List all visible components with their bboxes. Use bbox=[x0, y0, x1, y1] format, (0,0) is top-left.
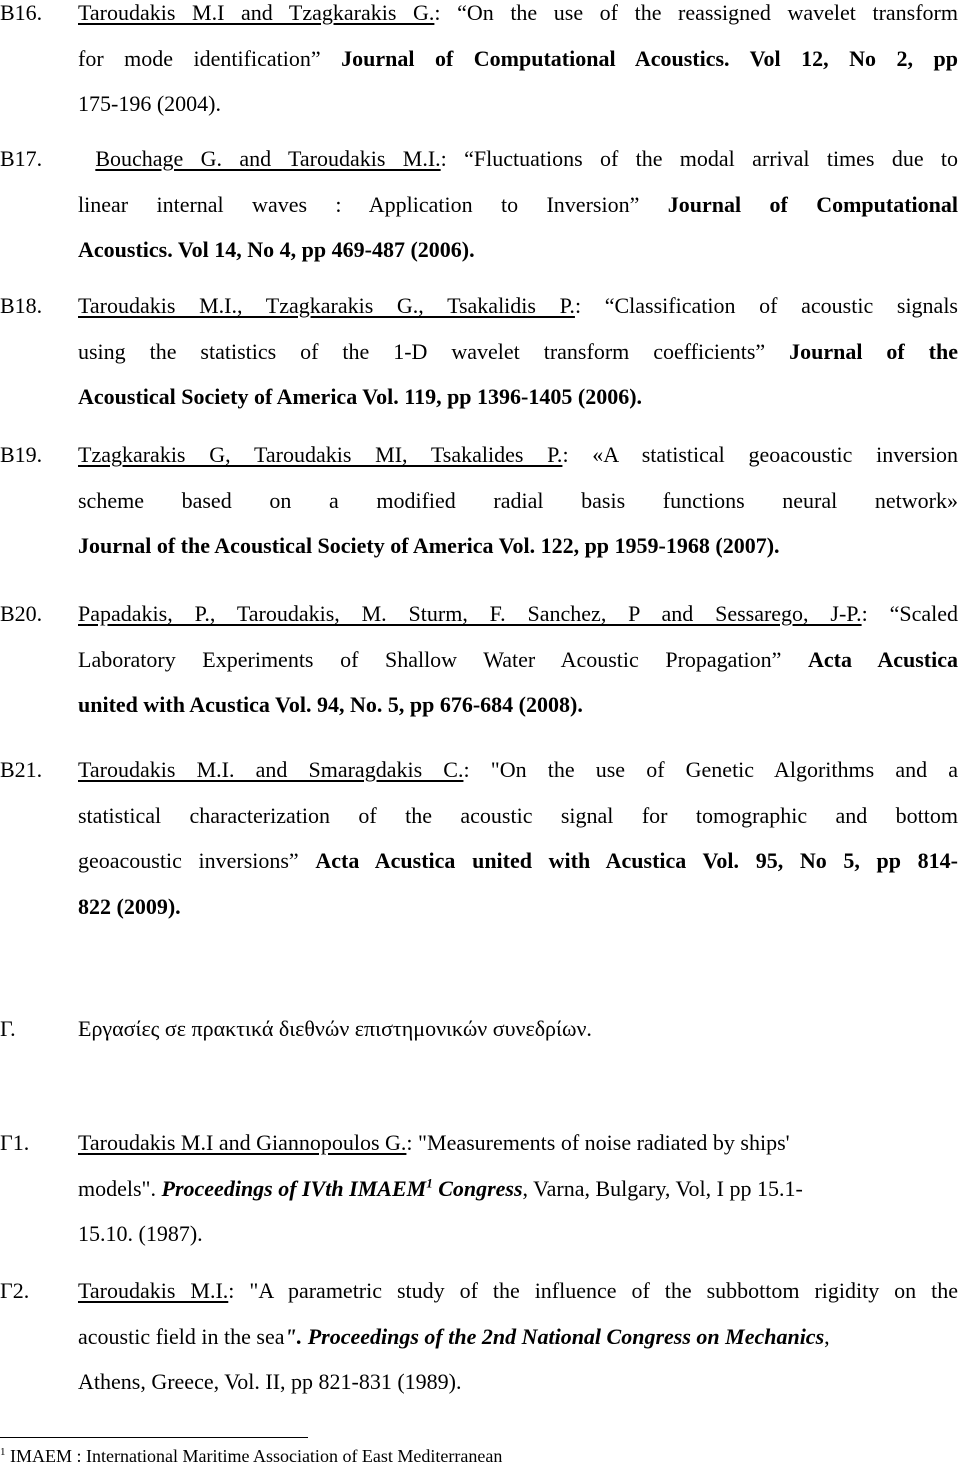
reference-authors: Bouchage G. and Taroudakis M.I. bbox=[95, 146, 441, 171]
reference-number: B17. bbox=[0, 146, 43, 171]
reference-authors: Taroudakis M.I. and Smaragdakis C. bbox=[78, 757, 464, 782]
footnote-divider bbox=[0, 1437, 308, 1438]
reference-number: B16. bbox=[0, 0, 43, 25]
section-number: Γ. bbox=[0, 1016, 16, 1041]
proceedings-name: ". Proceedings of the 2nd National Congress on Mechanics bbox=[284, 1323, 825, 1349]
reference-text: Taroudakis M.I.: "A parametric study of the influence of the subbottom rigidity on the acoustic field in the sea". Proceedings of the 2nd National Congress on Mechanics, Athens, Greece, Vol. II, pp 821-831 (1989). bbox=[78, 1278, 958, 1394]
journal-name: Journal of Computational bbox=[667, 191, 959, 217]
reference-number: B18. bbox=[0, 293, 43, 318]
reference-authors: Taroudakis M.I and Tzagkarakis G. bbox=[78, 0, 435, 25]
reference-text: Taroudakis M.I. and Smaragdakis C.: "On the use of Genetic Algorithms and a statistical characterization of the acoustic signal for tomographic and bottom geoacoustic inversions” Acta Acustica united with Acustica Vol. 95, No 5, pp 814- 822 (2009). bbox=[78, 757, 959, 919]
reference-authors: Taroudakis M.I and Giannopoulos G. bbox=[78, 1130, 407, 1155]
journal-name: Journal of the Acoustical Society of America Vol. 122, pp 1959-1968 (2007). bbox=[78, 533, 780, 558]
reference-number: B20. bbox=[0, 601, 43, 626]
footnote-marker: 1 bbox=[426, 1175, 433, 1191]
reference-authors: Tzagkarakis G, Taroudakis MI, Tsakalides P. bbox=[78, 442, 563, 467]
footnote-mark: 1 bbox=[0, 1446, 6, 1458]
reference-text: Papadakis, P., Taroudakis, M. Sturm, F. Sanchez, P and Sessarego, J-P.: “Scaled Laboratory Experiments of Shallow Water Acoustic Propagation” Acta Acustica united with Acustica Vol. 94, No. 5, pp 676-684 (2008). bbox=[78, 601, 959, 717]
reference-authors: Taroudakis M.I. bbox=[78, 1278, 229, 1303]
journal-name: Acta Acustica bbox=[808, 646, 958, 672]
reference-text: Bouchage G. and Taroudakis M.I.: “Fluctuations of the modal arrival times due to linear internal waves : Application to Inversion” Journal of Computational Acoustics. Vol 14, No 4, pp 469-487 (2006). bbox=[78, 146, 959, 262]
journal-name: Acta Acustica united with Acustica Vol. 95, No 5, pp 814- bbox=[315, 848, 958, 873]
reference-text: Tzagkarakis G, Taroudakis MI, Tsakalides P.: «A statistical geoacoustic inversion scheme based on a modified radial basis functions neural network» Journal of the Acoustical Society of America Vol. 122, pp 1959-1968 (2007). bbox=[78, 432, 958, 569]
reference-number: Γ2. bbox=[0, 1278, 30, 1303]
reference-text: Taroudakis M.I and Giannopoulos G.: "Measurements of noise radiated by ships' models". Proceedings of IVth IMAEM$^1$ Congress, Varna, Bulgary, Vol, I pp 15.1- 15.10. (1987). bbox=[78, 1130, 803, 1246]
reference-number: Γ1. bbox=[0, 1130, 30, 1155]
section-title: Εργασίες σε πρακτικά διεθνών επιστημονικών συνεδρίων. bbox=[78, 1016, 592, 1041]
footnote bbox=[0, 1446, 502, 1467]
reference-text: Taroudakis M.I and Tzagkarakis G.: “On the use of the reassigned wavelet transform for mode identification” Journal of Computational Acoustics. Vol 12, No 2, pp 175-196 (2004). bbox=[78, 0, 958, 116]
reference-text: Taroudakis M.I., Tzagkarakis G., Tsakalidis P.: “Classification of acoustic signals using the statistics of the 1-D wavelet transform coefficients” Journal of the Acoustical Society of America Vol. 119, pp 1396-1405 (2006). bbox=[78, 293, 959, 409]
reference-number: B19. bbox=[0, 442, 43, 467]
journal-name: Journal of the bbox=[789, 338, 959, 364]
proceedings-name: Proceedings of IVth IMAEM$^1$ Congress bbox=[161, 1175, 523, 1201]
reference-authors: Papadakis, P., Taroudakis, M. Sturm, F. Sanchez, P and Sessarego, J-P. bbox=[78, 601, 862, 626]
journal-name: Journal of Computational Acoustics. Vol 12, No 2, pp bbox=[341, 45, 958, 71]
footnote-text: IMAEM : International Maritime Association of East Mediterranean bbox=[5, 1446, 503, 1466]
reference-authors: Taroudakis M.I., Tzagkarakis G., Tsakalidis P. bbox=[78, 293, 575, 318]
reference-number: B21. bbox=[0, 757, 43, 782]
